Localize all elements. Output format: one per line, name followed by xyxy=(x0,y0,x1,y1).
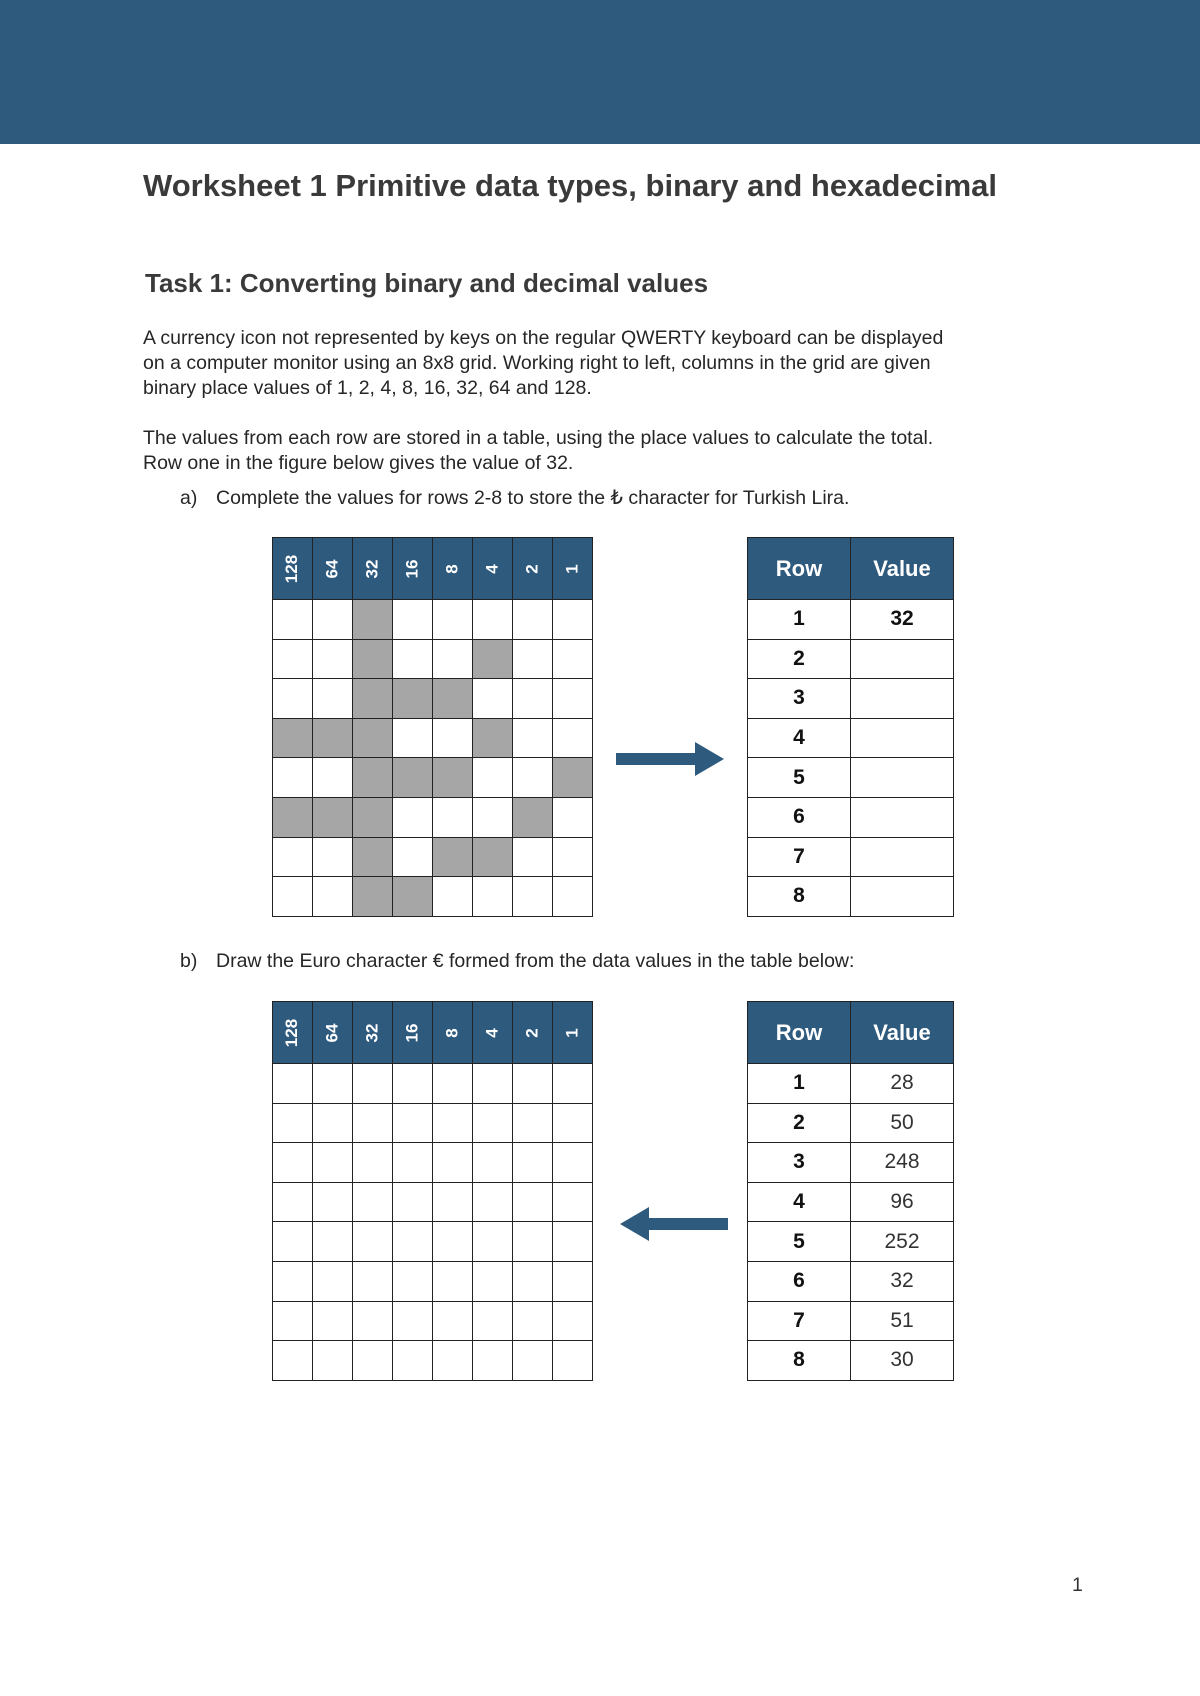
grid-cell-filled xyxy=(313,718,353,758)
grid-cell xyxy=(273,679,313,719)
row-number: 2 xyxy=(748,1103,851,1143)
grid-cell xyxy=(393,797,433,837)
arrow-left-icon xyxy=(616,1207,728,1241)
grid-cell[interactable] xyxy=(473,1301,513,1341)
grid-cell[interactable] xyxy=(433,1301,473,1341)
grid-cell[interactable] xyxy=(353,1341,393,1381)
task-heading: Task 1: Converting binary and decimal values xyxy=(145,268,709,298)
grid-cell xyxy=(313,877,353,917)
grid-cell xyxy=(273,600,313,640)
grid-row xyxy=(273,1182,593,1222)
grid-cell xyxy=(513,679,553,719)
value-cell: 50 xyxy=(851,1103,954,1143)
grid-cell[interactable] xyxy=(513,1222,553,1262)
grid-row xyxy=(273,639,593,679)
grid-row xyxy=(273,1301,593,1341)
grid-cell xyxy=(313,837,353,877)
euro-value-table xyxy=(747,1001,954,1381)
row-column-header: Row xyxy=(748,538,851,600)
grid-cell[interactable] xyxy=(473,1341,513,1381)
grid-cell xyxy=(393,837,433,877)
grid-cell-filled xyxy=(353,837,393,877)
place-value-header: 32 xyxy=(353,1002,393,1064)
grid-row xyxy=(273,1143,593,1183)
row-number: 8 xyxy=(748,1341,851,1381)
grid-cell xyxy=(513,600,553,640)
value-cell: 252 xyxy=(851,1222,954,1262)
table-row xyxy=(748,718,954,758)
value-cell[interactable] xyxy=(851,877,954,917)
grid-cell[interactable] xyxy=(353,1301,393,1341)
grid-cell xyxy=(473,679,513,719)
grid-cell-filled xyxy=(273,797,313,837)
table-row xyxy=(748,600,954,640)
values-line: The values from each row are stored in a table, using the place values to calculate the total. xyxy=(143,427,934,449)
part-a-label: a) xyxy=(180,487,198,509)
grid-cell[interactable] xyxy=(393,1182,433,1222)
table-row xyxy=(748,679,954,719)
grid-cell[interactable] xyxy=(393,1064,433,1104)
grid-cell xyxy=(313,758,353,798)
grid-cell xyxy=(313,639,353,679)
lira-grid xyxy=(272,537,593,917)
grid-cell-filled xyxy=(313,797,353,837)
grid-cell-filled xyxy=(513,797,553,837)
grid-cell xyxy=(393,718,433,758)
place-value-header: 4 xyxy=(473,538,513,600)
grid-cell[interactable] xyxy=(513,1103,553,1143)
row-column-header: Row xyxy=(748,1002,851,1064)
values-line: Row one in the figure below gives the value of 32. xyxy=(143,452,574,474)
grid-cell[interactable] xyxy=(553,1182,593,1222)
grid-cell[interactable] xyxy=(313,1301,353,1341)
intro-line: on a computer monitor using an 8x8 grid. Working right to left, columns in the grid are given xyxy=(143,352,931,374)
grid-row xyxy=(273,1261,593,1301)
value-column-header: Value xyxy=(851,1002,954,1064)
grid-cell[interactable] xyxy=(313,1341,353,1381)
table-row xyxy=(748,1261,954,1301)
grid-cell[interactable] xyxy=(553,1222,593,1262)
table-row xyxy=(748,1301,954,1341)
grid-cell[interactable] xyxy=(273,1182,313,1222)
grid-cell[interactable] xyxy=(513,1341,553,1381)
table-row xyxy=(748,837,954,877)
grid-cell[interactable] xyxy=(273,1064,313,1104)
grid-cell-filled xyxy=(553,758,593,798)
value-cell: 51 xyxy=(851,1301,954,1341)
grid-cell xyxy=(553,639,593,679)
grid-cell[interactable] xyxy=(473,1222,513,1262)
grid-cell xyxy=(473,877,513,917)
row-number: 5 xyxy=(748,1222,851,1262)
grid-cell-filled xyxy=(353,797,393,837)
value-cell: 30 xyxy=(851,1341,954,1381)
grid-cell-filled xyxy=(353,639,393,679)
intro-line: A currency icon not represented by keys on the regular QWERTY keyboard can be displayed xyxy=(143,327,944,349)
grid-cell-filled xyxy=(473,718,513,758)
grid-cell-filled xyxy=(433,758,473,798)
grid-cell xyxy=(553,600,593,640)
grid-cell[interactable] xyxy=(313,1182,353,1222)
grid-cell[interactable] xyxy=(393,1143,433,1183)
row-number: 8 xyxy=(748,877,851,917)
row-number: 7 xyxy=(748,837,851,877)
grid-row xyxy=(273,679,593,719)
grid-cell-filled xyxy=(273,718,313,758)
grid-cell xyxy=(473,797,513,837)
row-number: 1 xyxy=(748,1064,851,1104)
grid-cell-filled xyxy=(473,639,513,679)
grid-cell xyxy=(553,837,593,877)
place-value-header: 128 xyxy=(273,538,313,600)
row-number: 5 xyxy=(748,758,851,798)
grid-cell-filled xyxy=(473,837,513,877)
grid-cell xyxy=(393,639,433,679)
value-table-header-row xyxy=(748,1002,954,1064)
grid-cell[interactable] xyxy=(353,1064,393,1104)
grid-cell[interactable] xyxy=(433,1222,473,1262)
grid-cell[interactable] xyxy=(473,1182,513,1222)
grid-cell[interactable] xyxy=(353,1103,393,1143)
table-row xyxy=(748,758,954,798)
grid-cell[interactable] xyxy=(273,1222,313,1262)
grid-cell[interactable] xyxy=(353,1182,393,1222)
value-cell[interactable] xyxy=(851,718,954,758)
value-table-header-row xyxy=(748,538,954,600)
grid-cell-filled xyxy=(393,877,433,917)
grid-cell[interactable] xyxy=(313,1261,353,1301)
row-number: 3 xyxy=(748,679,851,719)
grid-cell xyxy=(473,600,513,640)
grid-cell[interactable] xyxy=(433,1064,473,1104)
grid-cell xyxy=(553,679,593,719)
grid-cell[interactable] xyxy=(473,1143,513,1183)
grid-cell xyxy=(513,877,553,917)
grid-cell-filled xyxy=(393,758,433,798)
value-cell[interactable] xyxy=(851,837,954,877)
table-row xyxy=(748,1341,954,1381)
value-cell[interactable] xyxy=(851,758,954,798)
part-b-instruction xyxy=(180,950,854,973)
part-b-label: b) xyxy=(180,950,198,972)
grid-cell xyxy=(313,600,353,640)
place-value-header: 2 xyxy=(513,538,553,600)
grid-cell[interactable] xyxy=(553,1301,593,1341)
grid-cell-filled xyxy=(353,718,393,758)
table-row xyxy=(748,797,954,837)
grid-cell[interactable] xyxy=(433,1103,473,1143)
grid-cell-filled xyxy=(393,679,433,719)
grid-cell[interactable] xyxy=(313,1222,353,1262)
euro-grid xyxy=(272,1001,593,1381)
value-column-header: Value xyxy=(851,538,954,600)
grid-cell[interactable] xyxy=(273,1341,313,1381)
grid-cell[interactable] xyxy=(353,1143,393,1183)
place-value-header: 8 xyxy=(433,1002,473,1064)
grid-cell xyxy=(473,758,513,798)
grid-cell xyxy=(433,600,473,640)
place-value-header: 32 xyxy=(353,538,393,600)
grid-cell[interactable] xyxy=(433,1261,473,1301)
grid-cell[interactable] xyxy=(433,1182,473,1222)
part-a-instruction xyxy=(180,486,849,510)
grid-cell[interactable] xyxy=(313,1143,353,1183)
grid-cell xyxy=(393,600,433,640)
place-value-header-row xyxy=(273,538,593,600)
grid-cell[interactable] xyxy=(273,1261,313,1301)
grid-cell xyxy=(513,718,553,758)
intro-paragraph xyxy=(143,326,1083,401)
grid-cell[interactable] xyxy=(473,1261,513,1301)
grid-cell[interactable] xyxy=(393,1341,433,1381)
grid-cell[interactable] xyxy=(313,1064,353,1104)
grid-cell[interactable] xyxy=(393,1261,433,1301)
table-row xyxy=(748,1103,954,1143)
grid-cell[interactable] xyxy=(273,1143,313,1183)
grid-row xyxy=(273,797,593,837)
grid-cell xyxy=(433,639,473,679)
grid-cell[interactable] xyxy=(553,1064,593,1104)
grid-cell[interactable] xyxy=(393,1301,433,1341)
grid-cell-filled xyxy=(353,877,393,917)
grid-cell[interactable] xyxy=(513,1301,553,1341)
place-value-header: 8 xyxy=(433,538,473,600)
place-value-header: 1 xyxy=(553,538,593,600)
arrow-right-icon xyxy=(616,742,728,776)
grid-cell-filled xyxy=(353,600,393,640)
grid-cell xyxy=(553,877,593,917)
grid-row xyxy=(273,600,593,640)
grid-row xyxy=(273,837,593,877)
grid-cell xyxy=(273,877,313,917)
table-row xyxy=(748,1222,954,1262)
place-value-header: 16 xyxy=(393,538,433,600)
table-row xyxy=(748,1143,954,1183)
grid-cell-filled xyxy=(433,837,473,877)
grid-row xyxy=(273,1341,593,1381)
grid-cell xyxy=(553,718,593,758)
part-a-text: Complete the values for rows 2-8 to store the ₺ character for Turkish Lira. xyxy=(216,487,850,509)
header-band xyxy=(0,0,1200,144)
page-number: 1 xyxy=(1072,1574,1083,1596)
value-cell[interactable]: 32 xyxy=(851,600,954,640)
value-cell[interactable] xyxy=(851,639,954,679)
table-row xyxy=(748,639,954,679)
table-row xyxy=(748,877,954,917)
row-number: 1 xyxy=(748,600,851,640)
place-value-header-row xyxy=(273,1002,593,1064)
values-paragraph xyxy=(143,426,1083,476)
grid-cell xyxy=(433,797,473,837)
row-number: 6 xyxy=(748,797,851,837)
grid-cell[interactable] xyxy=(393,1103,433,1143)
grid-cell-filled xyxy=(353,758,393,798)
place-value-header: 64 xyxy=(313,1002,353,1064)
value-cell[interactable] xyxy=(851,679,954,719)
grid-row xyxy=(273,1064,593,1104)
table-row xyxy=(748,1064,954,1104)
intro-line: binary place values of 1, 2, 4, 8, 16, 32, 64 and 128. xyxy=(143,377,592,399)
grid-cell[interactable] xyxy=(513,1064,553,1104)
grid-cell-filled xyxy=(353,679,393,719)
grid-cell xyxy=(273,837,313,877)
grid-cell xyxy=(433,877,473,917)
grid-cell[interactable] xyxy=(473,1103,513,1143)
grid-cell[interactable] xyxy=(273,1301,313,1341)
grid-cell xyxy=(273,758,313,798)
grid-cell xyxy=(313,679,353,719)
row-number: 2 xyxy=(748,639,851,679)
grid-cell[interactable] xyxy=(553,1261,593,1301)
grid-cell[interactable] xyxy=(553,1341,593,1381)
grid-cell[interactable] xyxy=(433,1143,473,1183)
row-number: 7 xyxy=(748,1301,851,1341)
grid-cell[interactable] xyxy=(553,1103,593,1143)
place-value-header: 1 xyxy=(553,1002,593,1064)
grid-row xyxy=(273,718,593,758)
grid-row xyxy=(273,1222,593,1262)
grid-cell-filled xyxy=(433,679,473,719)
place-value-header: 2 xyxy=(513,1002,553,1064)
grid-row xyxy=(273,1103,593,1143)
place-value-header: 128 xyxy=(273,1002,313,1064)
grid-cell[interactable] xyxy=(553,1143,593,1183)
place-value-header: 16 xyxy=(393,1002,433,1064)
place-value-header: 4 xyxy=(473,1002,513,1064)
grid-cell xyxy=(513,758,553,798)
grid-cell[interactable] xyxy=(473,1064,513,1104)
grid-cell[interactable] xyxy=(513,1261,553,1301)
table-row xyxy=(748,1182,954,1222)
value-cell: 28 xyxy=(851,1064,954,1104)
grid-cell[interactable] xyxy=(393,1222,433,1262)
grid-cell[interactable] xyxy=(433,1341,473,1381)
grid-cell xyxy=(273,639,313,679)
grid-cell[interactable] xyxy=(513,1143,553,1183)
lira-value-table xyxy=(747,537,954,917)
grid-cell xyxy=(513,837,553,877)
grid-cell xyxy=(553,797,593,837)
page-title: Worksheet 1 Primitive data types, binary and hexadecimal xyxy=(143,168,997,203)
grid-cell[interactable] xyxy=(353,1261,393,1301)
grid-cell xyxy=(513,639,553,679)
place-value-header: 64 xyxy=(313,538,353,600)
row-number: 4 xyxy=(748,718,851,758)
part-b-text: Draw the Euro character € formed from the data values in the table below: xyxy=(216,950,855,972)
grid-cell xyxy=(433,718,473,758)
grid-cell[interactable] xyxy=(353,1222,393,1262)
row-number: 4 xyxy=(748,1182,851,1222)
grid-cell[interactable] xyxy=(273,1103,313,1143)
row-number: 6 xyxy=(748,1261,851,1301)
grid-row xyxy=(273,877,593,917)
value-cell: 96 xyxy=(851,1182,954,1222)
value-cell[interactable] xyxy=(851,797,954,837)
grid-cell[interactable] xyxy=(513,1182,553,1222)
value-cell: 32 xyxy=(851,1261,954,1301)
grid-row xyxy=(273,758,593,798)
value-cell: 248 xyxy=(851,1143,954,1183)
row-number: 3 xyxy=(748,1143,851,1183)
grid-cell[interactable] xyxy=(313,1103,353,1143)
